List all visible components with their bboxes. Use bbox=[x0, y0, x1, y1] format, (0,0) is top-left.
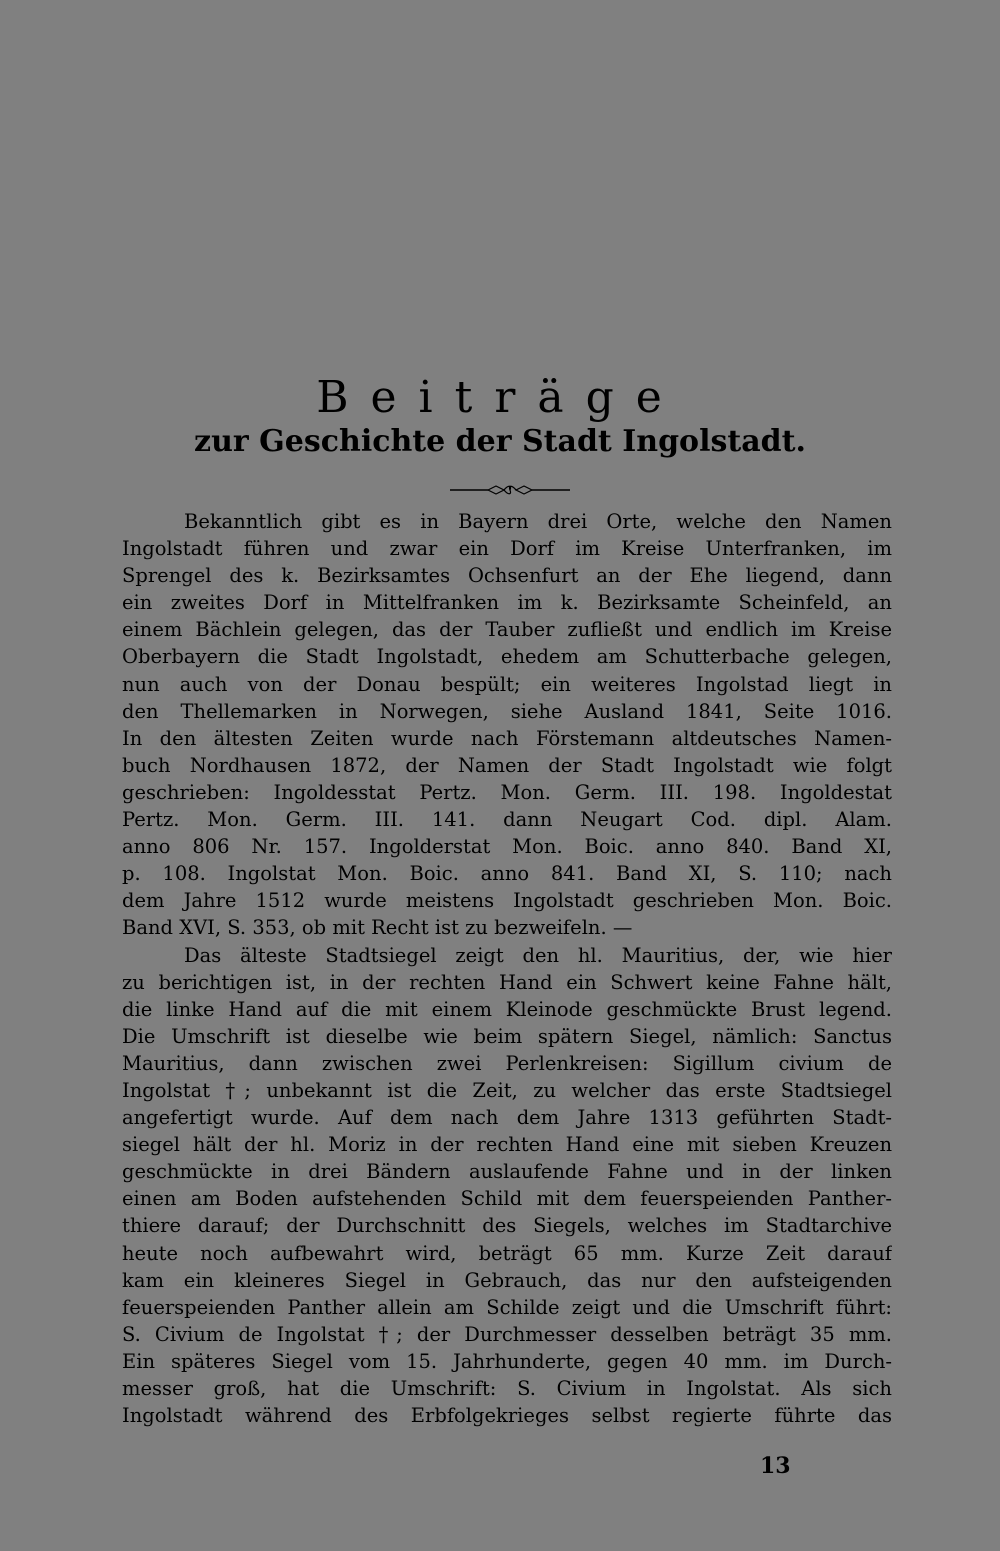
text-line: buch Nordhausen 1872, der Namen der Stadt Ingolstadt wie folgt bbox=[122, 753, 892, 777]
text-line: dem Jahre 1512 wurde meistens Ingolstadt geschrieben Mon. Boic. bbox=[122, 889, 892, 913]
text-line: einen am Boden aufstehenden Schild mit dem feuerspeienden Panther- bbox=[122, 1187, 892, 1211]
text-line: Pertz. Mon. Germ. III. 141. dann Neugart Cod. dipl. Alam. bbox=[122, 808, 892, 832]
text-line: Sprengel des k. Bezirksamtes Ochsenfurt an der Ehe liegend, dann bbox=[122, 564, 892, 588]
text-line: kam ein kleineres Siegel in Gebrauch, das nur den aufsteigenden bbox=[122, 1268, 892, 1292]
text-line: thiere darauf; der Durchschnitt des Siegels, welches im Stadtarchive bbox=[122, 1214, 892, 1238]
text-line: die linke Hand auf die mit einem Kleinode geschmückte Brust legend. bbox=[122, 997, 892, 1021]
text-line: zu berichtigen ist, in der rechten Hand ein Schwert keine Fahne hält, bbox=[122, 970, 892, 994]
text-line: den Thellemarken in Norwegen, siehe Ausland 1841, Seite 1016. bbox=[122, 699, 892, 723]
page-subtitle: zur Geschichte der Stadt Ingolstadt. bbox=[194, 424, 806, 459]
text-line: heute noch aufbewahrt wird, beträgt 65 mm. Kurze Zeit darauf bbox=[122, 1241, 892, 1265]
text-line: Ingolstat †; unbekannt ist die Zeit, zu welcher das erste Stadtsiegel bbox=[122, 1078, 892, 1102]
text-line: Bekanntlich gibt es in Bayern drei Orte, welche den Namen bbox=[184, 510, 892, 533]
text-line: Ein späteres Siegel vom 15. Jahrhunderte, gegen 40 mm. im Durch- bbox=[122, 1349, 892, 1373]
text-line: ein zweites Dorf in Mittelfranken im k. Bezirksamte Scheinfeld, an bbox=[122, 591, 892, 615]
text-line: messer groß, hat die Umschrift: S. Civium in Ingolstat. Als sich bbox=[122, 1377, 892, 1400]
text-line: geschmückte in drei Bändern auslaufende Fahne und in der linken bbox=[122, 1160, 892, 1184]
text-line: Ingolstadt während des Erbfolgekrieges selbst regierte führte das bbox=[122, 1404, 892, 1428]
text-line: Oberbayern die Stadt Ingolstadt, ehedem am Schutterbache gelegen, bbox=[122, 645, 892, 669]
text-line: einem Bächlein gelegen, das der Tauber zufließt und endlich im Kreise bbox=[122, 618, 892, 642]
text-line: Ingolstadt führen und zwar ein Dorf im Kreise Unterfranken, im bbox=[122, 537, 892, 561]
text-line: anno 806 Nr. 157. Ingolderstat Mon. Boic. anno 840. Band XI, bbox=[122, 835, 892, 859]
text-line: In den ältesten Zeiten wurde nach Förstemann altdeutsches Namen- bbox=[122, 726, 892, 750]
page-number: 13 bbox=[760, 1453, 791, 1479]
body-text bbox=[122, 508, 892, 1429]
page-title: Beiträge bbox=[316, 372, 684, 423]
text-line: geschrieben: Ingoldesstat Pertz. Mon. Germ. III. 198. Ingoldestat bbox=[122, 780, 892, 804]
text-line: S. Civium de Ingolstat †; der Durchmesser desselben beträgt 35 mm. bbox=[122, 1322, 892, 1346]
text-line: Das älteste Stadtsiegel zeigt den hl. Mauritius, der, wie hier bbox=[184, 943, 892, 967]
text-line: p. 108. Ingolstat Mon. Boic. anno 841. Band XI, S. 110; nach bbox=[122, 862, 892, 886]
text-line: siegel hält der hl. Moriz in der rechten Hand eine mit sieben Kreuzen bbox=[122, 1133, 892, 1157]
text-line: Band XVI, S. 353, ob mit Recht ist zu bezweifeln. — bbox=[122, 916, 633, 940]
ornament-divider bbox=[450, 482, 570, 498]
text-line: Mauritius, dann zwischen zwei Perlenkreisen: Sigillum civium de bbox=[122, 1051, 892, 1075]
text-line: Die Umschrift ist dieselbe wie beim spätern Siegel, nämlich: Sanctus bbox=[122, 1024, 892, 1048]
text-line: angefertigt wurde. Auf dem nach dem Jahre 1313 geführten Stadt- bbox=[122, 1106, 892, 1130]
text-line: nun auch von der Donau bespült; ein weiteres Ingolstad liegt in bbox=[122, 672, 892, 696]
text-line: feuerspeienden Panther allein am Schilde zeigt und die Umschrift führt: bbox=[122, 1295, 892, 1319]
